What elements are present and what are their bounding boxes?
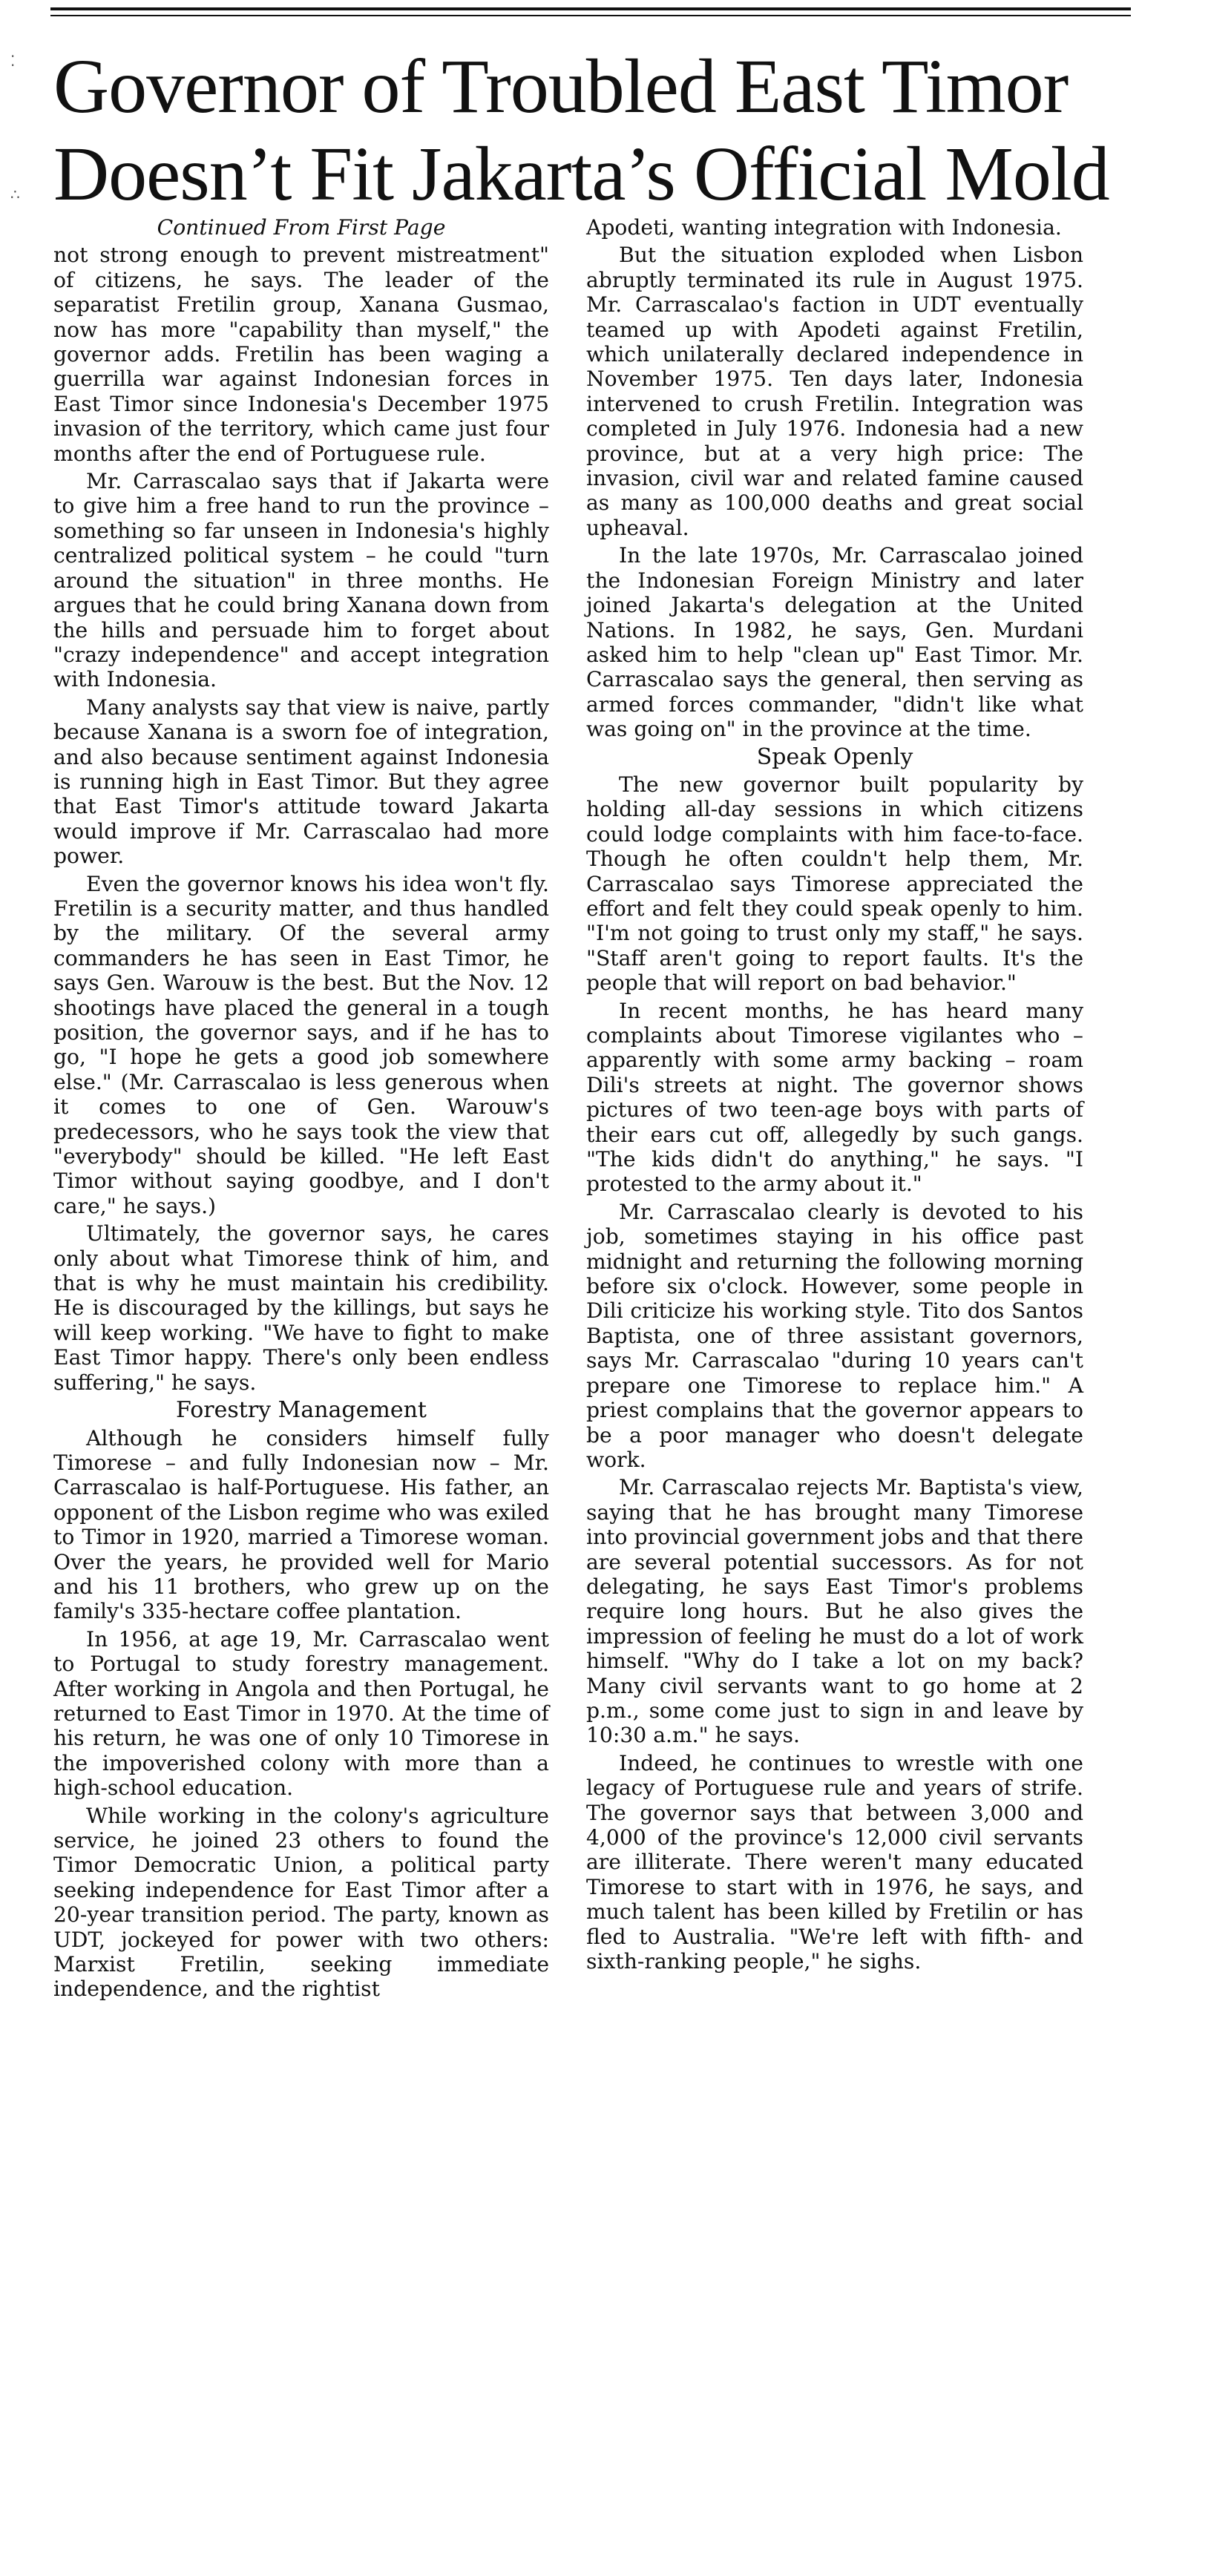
article-paragraph: Many analysts say that view is naive, partly because Xanana is a sworn foe of integration, and also because sentiment against Indonesia is running high in East Timor. But they agree that East Timor's attitude toward Jakarta would improve if Mr. Carrascalao had more power. [53, 694, 549, 869]
top-rule-thin [50, 15, 1131, 16]
article-paragraph: In the late 1970s, Mr. Carrascalao joined the Indonesian Foreign Ministry and later joined Jakarta's delegation at the United Nations. In 1982, he says, Gen. Murdani asked him to help "clean up" East Timor. Mr. Carrascalao says the general, then serving as armed forces commander, "didn't like what was going on" in the province at the time. [586, 543, 1083, 742]
speck-mark: ⁚ [10, 52, 16, 70]
article-paragraph: But the situation exploded when Lisbon abruptly terminated its rule in August 1975. Mr. Carrascalao's faction in UDT eventually teamed up with Apodeti against Fretilin, which unilaterally declared independence in November 1975. Ten days later, Indonesia intervened to crush Fretilin. Integration was completed in July 1976. Indonesia had a new province, but at a very high price: The invasion, civil war and related famine caused as many as 100,000 deaths and great social upheaval. [586, 243, 1083, 540]
section-subhead: Forestry Management [176, 1397, 427, 1424]
article-paragraph: Although he considers himself fully Timorese – and fully Indonesian now – Mr. Carrascalao is half-Portuguese. His father, an opponent of the Lisbon regime who was exiled to Timor in 1920, married a Timorese woman. Over the years, he provided well for Mario and his 11 brothers, who grew up on the family's 335-hectare coffee plantation. [53, 1425, 549, 1624]
article-paragraph: Apodeti, wanting integration with Indonesia. [586, 215, 1062, 240]
headline-line-2: Doesn’t Fit Jakarta’s Official Mold [53, 131, 1109, 217]
article-right-column [586, 215, 1083, 1977]
article-paragraph: Mr. Carrascalao clearly is devoted to his job, sometimes staying in his office past midnight and returning the following morning before six o'clock. However, some people in Dili criticize his working style. Tito dos Santos Baptista, one of three assistant governors, says Mr. Carrascalao "during 10 years can't prepare one Timorese to replace him." A priest complains that the governor appears to be a poor manager who doesn't delegate work. [586, 1199, 1083, 1472]
article-paragraph: In 1956, at age 19, Mr. Carrascalao went to Portugal to study forestry management. After working in Angola and then Portugal, he returned to East Timor in 1970. At the time of his return, he was one of only 10 Timorese in the impoverished colony with more than a high-school education. [53, 1626, 549, 1801]
speck-mark: ∴ [10, 185, 20, 203]
continued-line: Continued From First Page [157, 215, 446, 240]
article-left-column [53, 215, 549, 2005]
article-paragraph: In recent months, he has heard many complaints about Timorese vigilantes who – apparently with some army backing – roam Dili's streets at night. The governor shows pictures of two teen-age boys with parts of their ears cut off, allegedly by such gangs. "The kids didn't do anything," he says. "I protested to the army about it." [586, 998, 1083, 1197]
article-paragraph: The new governor built popularity by holding all-day sessions in which citizens could lodge complaints with him face-to-face. Though he often couldn't help them, Mr. Carrascalao says Timorese appreciated the effort and felt they could speak openly to him. "I'm not going to trust only my staff," he says. "Staff aren't going to report faults. It's the people that will report on bad behavior." [586, 772, 1083, 996]
article-paragraph: not strong enough to prevent mistreatment" of citizens, he says. The leader of the separatist Fretilin group, Xanana Gusmao, now has more "capability than myself," the governor adds. Fretilin has been waging a guerrilla war against Indonesian forces in East Timor since Indonesia's December 1975 invasion of the territory, which came just four months after the end of Portuguese rule. [53, 243, 549, 466]
article-paragraph: Mr. Carrascalao says that if Jakarta were to give him a free hand to run the province – something so far unseen in Indonesia's highly centralized political system – he could "turn around the situation" in three months. He argues that he could bring Xanana down from the hills and persuade him to forget about "crazy independence" and accept integration with Indonesia. [53, 469, 549, 692]
headline-line-1: Governor of Troubled East Timor [53, 44, 1069, 129]
article-paragraph: Even the governor knows his idea won't fly. Fretilin is a security matter, and thus handled by the military. Of the several army commanders he has seen in East Timor, he says Gen. Warouw is the best. But the Nov. 12 shootings have placed the general in a tough position, the governor says, and if he has to go, "I hope he gets a good job somewhere else." (Mr. Carrascalao is less generous when it comes to one of Gen. Warouw's predecessors, who he says took the view that "everybody" should be killed. "He left East Timor without saying goodbye, and I don't care," he says.) [53, 871, 549, 1218]
section-subhead: Speak Openly [756, 743, 913, 770]
article-paragraph: Indeed, he continues to wrestle with one legacy of Portuguese rule and years of strife. The governor says that between 3,000 and 4,000 of the province's 12,000 civil servants are illiterate. There weren't many educated Timorese to start with in 1976, he says, and much talent has been killed by Fretilin or has fled to Australia. "We're left with fifth- and sixth-ranking people," he sighs. [586, 1750, 1083, 1974]
headline [53, 43, 1152, 218]
article-paragraph: Ultimately, the governor says, he cares only about what Timorese think of him, and that is why he must maintain his credibility. He is discouraged by the killings, but says he will keep working. "We have to fight to make East Timor happy. There's only been endless suffering," he says. [53, 1221, 549, 1395]
article-paragraph: Mr. Carrascalao rejects Mr. Baptista's view, saying that he has brought many Timorese into provincial government jobs and that there are several potential successors. As for not delegating, he says East Timor's problems require long hours. But he also gives the impression of feeling he must do a lot of work himself. "Why do I take a lot on my back? Many civil servants want to go home at 2 p.m., some come just to sign in and leave by 10:30 a.m." he says. [586, 1475, 1083, 1748]
top-rule [50, 7, 1131, 10]
article-paragraph: While working in the colony's agriculture service, he joined 23 others to found the Timor Democratic Union, a political party seeking independence for East Timor after a 20-year transition period. The party, known as UDT, jockeyed for power with two others: Marxist Fretilin, seeking immediate independence, and the rightist [53, 1803, 549, 2002]
